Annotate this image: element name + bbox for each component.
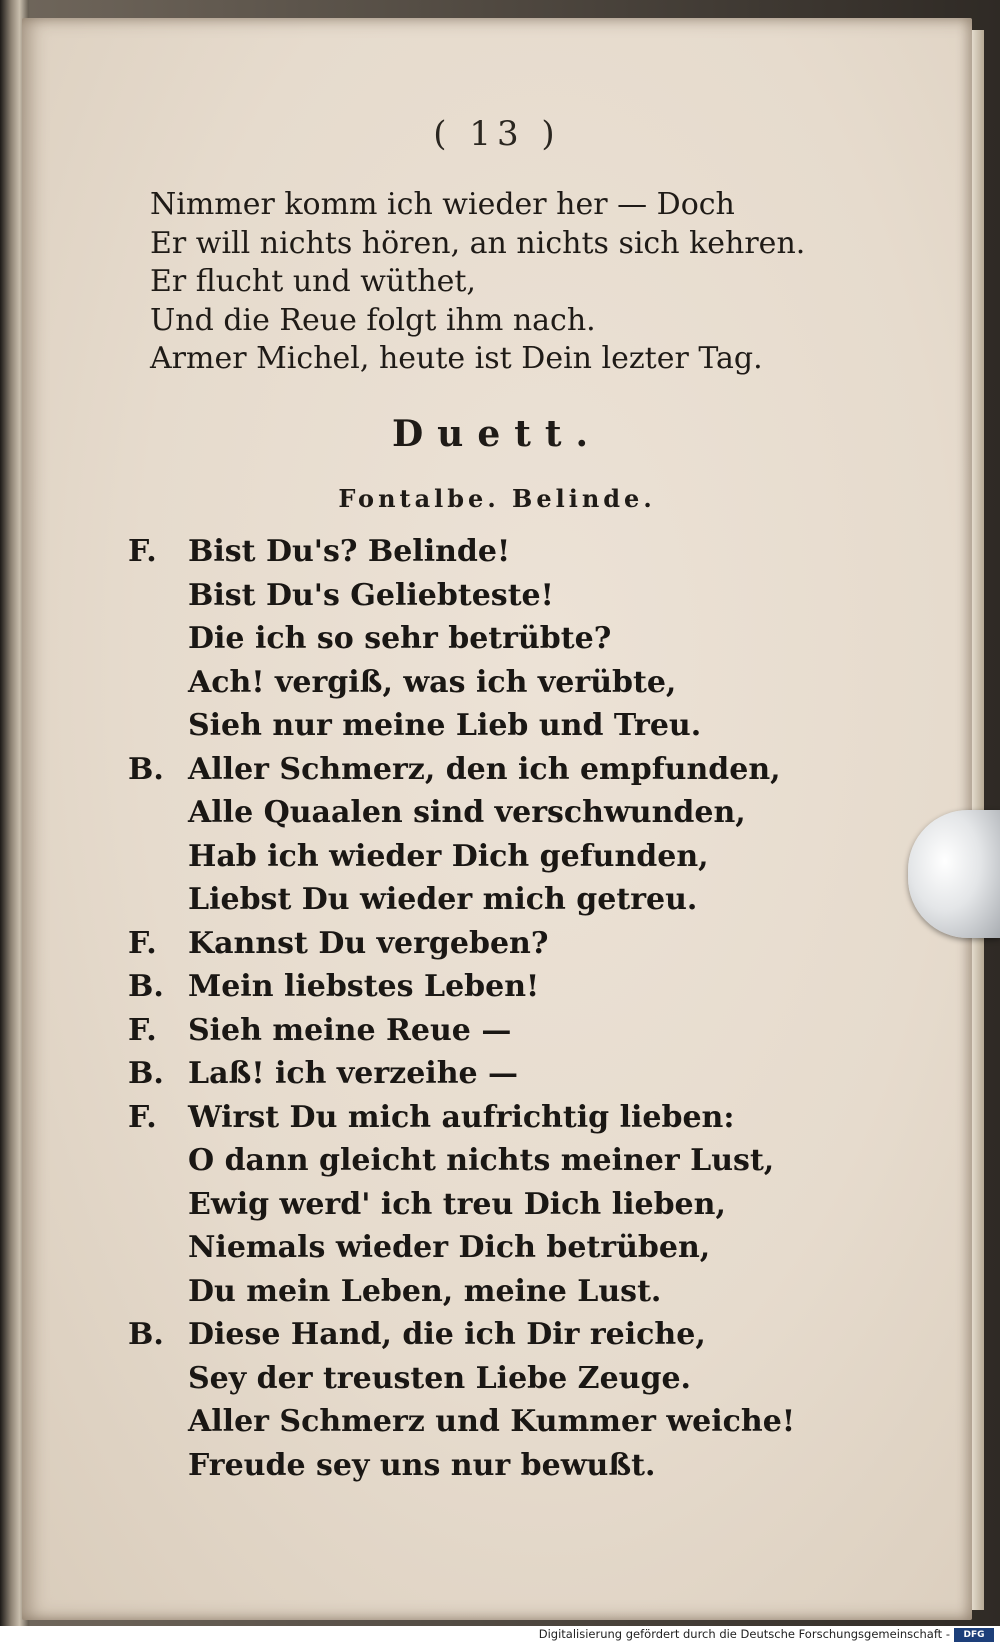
- dialogue-text: Aller Schmerz und Kummer weiche!: [188, 1404, 796, 1439]
- dialogue-text: Ewig werd' ich treu Dich lieben,: [188, 1186, 726, 1222]
- speaker-label: F.: [128, 534, 157, 569]
- speaker-label: F.: [128, 1012, 157, 1048]
- digitization-credit: Digitalisierung gefördert durch die Deutsche Forschungsgemeinschaft -: [538, 1627, 950, 1641]
- dialogue-text: Sieh nur meine Lieb und Treu.: [188, 708, 702, 743]
- footer-bar: [0, 1626, 1000, 1645]
- dialogue-text: Alle Quaalen sind verschwunden,: [188, 795, 746, 830]
- section-heading: Duett.: [391, 413, 603, 455]
- page-number: ( 13 ): [433, 114, 561, 154]
- dialogue-text: Ach! vergiß, was ich verübte,: [188, 664, 677, 700]
- dialogue-text: Aller Schmerz, den ich empfunden,: [188, 751, 781, 787]
- dialogue-text: Die ich so sehr betrübte?: [188, 621, 612, 656]
- dialogue-text: Liebst Du wieder mich getreu.: [188, 882, 698, 917]
- dialogue-text: Niemals wieder Dich betrüben,: [188, 1230, 711, 1265]
- verse-line: Er flucht und wüthet,: [150, 264, 476, 299]
- dialogue-text: Diese Hand, die ich Dir reiche,: [188, 1317, 706, 1352]
- dialogue-text: Laß! ich verzeihe —: [188, 1056, 519, 1091]
- speaker-label: B.: [128, 751, 164, 787]
- dialogue-text: Wirst Du mich aufrichtig lieben:: [188, 1099, 735, 1135]
- dialogue-text: Mein liebstes Leben!: [188, 969, 540, 1004]
- speaker-label: F.: [128, 925, 157, 961]
- dialogue-text: Bist Du's? Belinde!: [188, 534, 511, 569]
- dialogue-text: Freude sey uns nur bewußt.: [188, 1447, 656, 1483]
- verse-line: Nimmer komm ich wieder her — Doch: [150, 187, 735, 222]
- dialogue-text: Sieh meine Reue —: [188, 1012, 512, 1048]
- verse-block: [150, 186, 805, 379]
- character-list: Fontalbe. Belinde.: [338, 484, 656, 513]
- dfg-logo: DFG: [954, 1628, 994, 1642]
- verse-line: Und die Reue folgt ihm nach.: [150, 302, 596, 338]
- dialogue-text: Hab ich wieder Dich gefunden,: [188, 838, 709, 874]
- speaker-label: B.: [128, 969, 164, 1004]
- dialogue-text: O dann gleicht nichts meiner Lust,: [188, 1143, 775, 1178]
- dialogue-text: Bist Du's Geliebteste!: [188, 577, 554, 613]
- speaker-label: F.: [128, 1099, 157, 1135]
- dialogue-text: Kannst Du vergeben?: [188, 925, 549, 961]
- book-page: [22, 18, 972, 1620]
- dialogue-text: Sey der treusten Liebe Zeuge.: [188, 1360, 691, 1396]
- speaker-label: B.: [128, 1056, 164, 1091]
- speaker-label: B.: [128, 1317, 164, 1352]
- verse-line: Armer Michel, heute ist Dein lezter Tag.: [150, 341, 763, 376]
- verse-line: Er will nichts hören, an nichts sich kehren.: [150, 225, 806, 261]
- dialogue-text: Du mein Leben, meine Lust.: [188, 1273, 662, 1309]
